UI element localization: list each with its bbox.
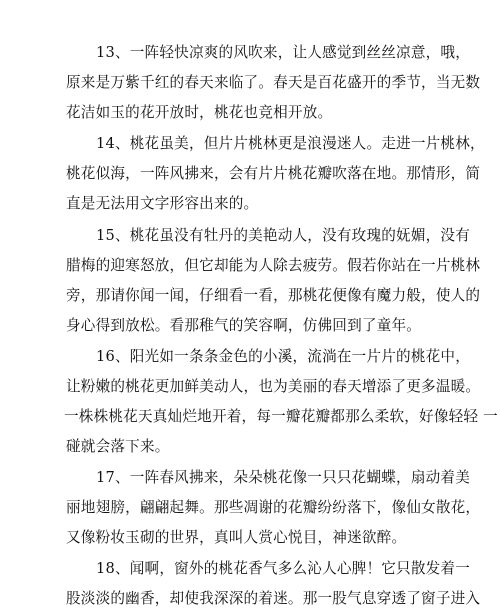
text-line: 13、一阵轻快凉爽的风吹来，让人感觉到丝丝凉意，哦， xyxy=(96,44,471,61)
text-line: 14、桃花虽美，但片片桃林更是浪漫迷人。走进一片桃林， xyxy=(96,135,485,152)
text-line: 原来是万紫千红的春天来临了。春天是百花盛开的季节，当无数 xyxy=(66,74,481,91)
text-line: 16、阳光如一条条金色的小溪，流淌在一片片的桃花中， xyxy=(96,348,471,365)
text-line: 碰就会落下来。 xyxy=(66,438,170,455)
text-line: 又像粉妆玉砌的世界，真叫人赏心悦目，神迷欲醉。 xyxy=(66,529,407,546)
text-line: 身心得到放松。看那稚气的笑容啊，仿佛回到了童年。 xyxy=(66,317,422,334)
text-line: 腊梅的迎寒怒放，但它却能为人除去疲劳。假若你站在一片桃林 xyxy=(66,257,481,274)
text-line: 直是无法用文字形容出来的。 xyxy=(66,195,259,212)
text-line: 花洁如玉的花开放时，桃花也竞相开放。 xyxy=(66,104,333,121)
text-line: 一株株桃花天真灿烂地开着，每一瓣花瓣都那么柔软，好像轻轻 一 xyxy=(64,408,498,425)
text-line: 股淡淡的幽香，却使我深深的着迷。那一股气息穿透了窗子进入 xyxy=(66,590,481,607)
text-line: 17、一阵春风拂来，朵朵桃花像一只只花蝴蝶，扇动着美 xyxy=(96,469,471,486)
text-line: 让粉嫩的桃花更加鲜美动人，也为美丽的春天增添了更多温暖。 xyxy=(66,378,481,395)
text-line: 15、桃花虽没有牡丹的美艳动人，没有玫瑰的妩媚，没有 xyxy=(96,227,471,244)
text-line: 18、闻啊，窗外的桃花香气多么沁人心脾！它只散发着一 xyxy=(96,560,471,577)
text-line: 旁，那请你闻一闻，仔细看一看，那桃花便像有魔力般，使人的 xyxy=(66,287,481,304)
text-line: 桃花似海，一阵风拂来，会有片片桃花瓣吹落在地。那情形，简 xyxy=(66,165,481,182)
text-line: 丽地翅膀，翩翩起舞。那些凋谢的花瓣纷纷落下，像仙女散花， xyxy=(66,499,481,516)
